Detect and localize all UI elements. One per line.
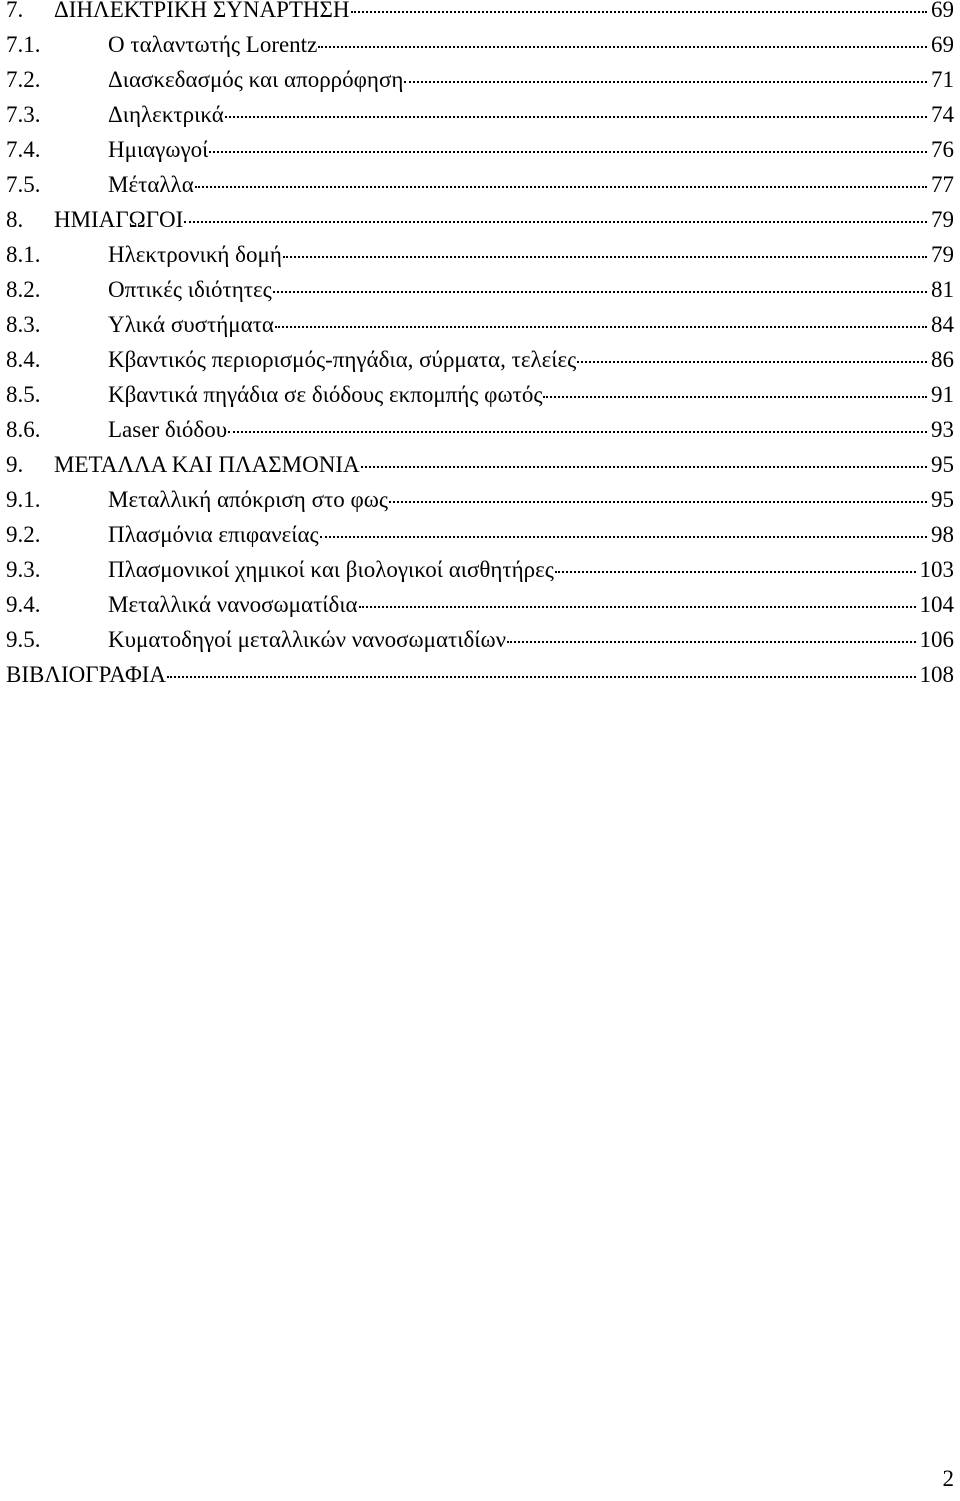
toc-entry[interactable] <box>6 622 954 657</box>
toc-entry[interactable] <box>6 62 954 97</box>
toc-entry-number: 7.3. <box>6 102 41 127</box>
toc-entry-number: 8.1. <box>6 242 41 267</box>
toc-entry-number: 9.3. <box>6 557 41 582</box>
toc-entry[interactable] <box>6 237 954 272</box>
toc-entry-page: 71 <box>931 67 954 92</box>
toc-entry[interactable] <box>6 27 954 62</box>
toc-dot-leader <box>225 94 927 118</box>
toc-dot-leader <box>389 479 927 503</box>
toc-entry[interactable] <box>6 657 954 692</box>
table-of-contents <box>6 0 954 692</box>
toc-dot-leader <box>361 444 927 468</box>
toc-entry-number: 7.5. <box>6 172 41 197</box>
toc-dot-leader <box>273 269 927 293</box>
toc-entry[interactable] <box>6 272 954 307</box>
toc-dot-leader <box>543 374 927 398</box>
toc-entry-title: Κβαντικός περιορισμός-πηγάδια, σύρματα, τελείες <box>108 347 577 372</box>
toc-entry-title: ΜΕΤΑΛΛΑ ΚΑΙ ΠΛΑΣΜΟΝΙΑ <box>54 452 360 477</box>
toc-entry[interactable] <box>6 447 954 482</box>
toc-entry-number: 8.2. <box>6 277 41 302</box>
toc-entry-number: 8.4. <box>6 347 41 372</box>
toc-entry-title: Laser διόδου <box>108 417 228 442</box>
toc-entry-number: 7. <box>6 0 24 22</box>
toc-entry[interactable] <box>6 307 954 342</box>
toc-entry-number: 9.1. <box>6 487 41 512</box>
toc-entry-number: 8.6. <box>6 417 41 442</box>
toc-entry-page: 91 <box>931 382 954 407</box>
toc-entry-title: Οπτικές ιδιότητες <box>108 277 272 302</box>
toc-entry-number: 9.4. <box>6 592 41 617</box>
toc-entry-page: 76 <box>931 137 954 162</box>
toc-entry[interactable] <box>6 517 954 552</box>
toc-entry-page: 98 <box>931 522 954 547</box>
toc-entry[interactable] <box>6 0 954 27</box>
toc-entry-page: 79 <box>931 242 954 267</box>
toc-entry-number: 7.1. <box>6 32 41 57</box>
page-number: 2 <box>942 1466 954 1491</box>
toc-entry-title: ΒΙΒΛΙΟΓΡΑΦΙΑ <box>6 662 167 687</box>
toc-dot-leader <box>555 549 916 573</box>
toc-dot-leader <box>283 234 927 258</box>
toc-entry-title: Μεταλλική απόκριση στο φως <box>108 487 388 512</box>
toc-entry-page: 69 <box>931 0 954 22</box>
toc-dot-leader <box>209 129 927 153</box>
toc-entry[interactable] <box>6 167 954 202</box>
toc-dot-leader <box>359 584 916 608</box>
toc-entry-title: Διηλεκτρικά <box>108 102 224 127</box>
toc-dot-leader <box>507 619 915 643</box>
toc-dot-leader <box>320 514 927 538</box>
toc-dot-leader <box>228 409 927 433</box>
toc-entry-title: Υλικά συστήματα <box>108 312 274 337</box>
toc-entry-page: 74 <box>931 102 954 127</box>
toc-entry-page: 93 <box>931 417 954 442</box>
toc-entry-page: 95 <box>931 452 954 477</box>
toc-entry-page: 106 <box>919 627 954 652</box>
toc-dot-leader <box>275 304 927 328</box>
toc-entry[interactable] <box>6 132 954 167</box>
toc-entry-number: 8.5. <box>6 382 41 407</box>
toc-entry[interactable] <box>6 202 954 237</box>
toc-entry-title: Ηλεκτρονική δομή <box>108 242 282 267</box>
toc-entry-title: Κυματοδηγοί μεταλλικών νανοσωματιδίων <box>108 627 507 652</box>
toc-entry[interactable] <box>6 342 954 377</box>
toc-entry-title: Κβαντικά πηγάδια σε διόδους εκπομπής φωτός <box>108 382 543 407</box>
toc-entry[interactable] <box>6 482 954 517</box>
toc-entry-title: ΔΙΗΛΕΚΤΡΙΚΗ ΣΥΝΑΡΤΗΣΗ <box>54 0 350 22</box>
toc-entry-number: 8.3. <box>6 312 41 337</box>
toc-entry-number: 9. <box>6 452 24 477</box>
toc-dot-leader <box>167 654 915 678</box>
toc-entry[interactable] <box>6 552 954 587</box>
toc-entry-page: 79 <box>931 207 954 232</box>
toc-entry-title: Μέταλλα <box>108 172 194 197</box>
toc-entry-page: 95 <box>931 487 954 512</box>
toc-entry-page: 108 <box>919 662 954 687</box>
toc-dot-leader <box>351 0 927 13</box>
toc-entry-title: Διασκεδασμός και απορρόφηση <box>108 67 404 92</box>
toc-entry-title: Πλασμόνια επιφανείας <box>108 522 319 547</box>
toc-entry-page: 84 <box>931 312 954 337</box>
toc-dot-leader <box>195 164 927 188</box>
toc-entry-page: 103 <box>919 557 954 582</box>
toc-entry-page: 81 <box>931 277 954 302</box>
toc-entry[interactable] <box>6 97 954 132</box>
toc-entry-title: Πλασμονικοί χημικοί και βιολογικοί αισθητήρες <box>108 557 554 582</box>
toc-dot-leader <box>184 199 927 223</box>
toc-entry-number: 8. <box>6 207 24 232</box>
toc-entry-number: 9.5. <box>6 627 41 652</box>
toc-entry-page: 69 <box>931 32 954 57</box>
toc-dot-leader <box>404 59 927 83</box>
toc-entry[interactable] <box>6 377 954 412</box>
toc-entry-title: ΗΜΙΑΓΩΓΟΙ <box>54 207 184 232</box>
toc-entry-title: Μεταλλικά νανοσωματίδια <box>108 592 358 617</box>
toc-entry-number: 7.4. <box>6 137 41 162</box>
toc-entry-page: 86 <box>931 347 954 372</box>
toc-entry[interactable] <box>6 412 954 447</box>
toc-entry-number: 9.2. <box>6 522 41 547</box>
toc-dot-leader <box>318 24 927 48</box>
toc-entry-title: Ημιαγωγοί <box>108 137 209 162</box>
toc-entry-page: 77 <box>931 172 954 197</box>
toc-dot-leader <box>577 339 927 363</box>
toc-entry[interactable] <box>6 587 954 622</box>
toc-entry-number: 7.2. <box>6 67 41 92</box>
toc-entry-title: Ο ταλαντωτής Lorentz <box>108 32 318 57</box>
toc-entry-page: 104 <box>919 592 954 617</box>
